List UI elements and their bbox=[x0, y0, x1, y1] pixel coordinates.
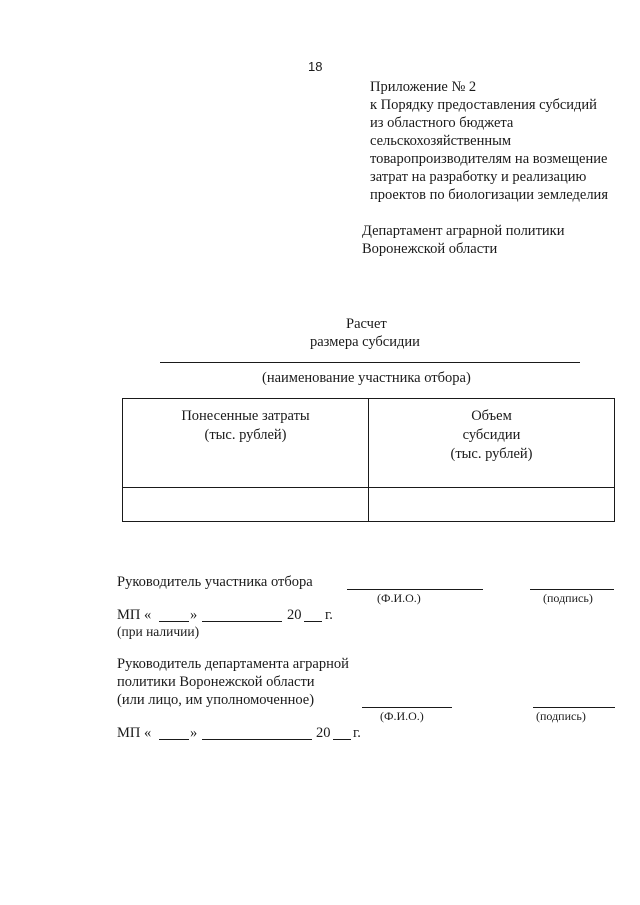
department-head-line: (или лицо, им уполномоченное) bbox=[117, 692, 315, 708]
participant-head-label: Руководитель участника отбора bbox=[117, 574, 313, 590]
year-prefix: 20 bbox=[287, 607, 302, 623]
table-row bbox=[123, 488, 615, 522]
department-head-line: Руководитель департамента аграрной bbox=[117, 656, 349, 672]
appendix-line: сельскохозяйственным bbox=[370, 133, 512, 149]
mp-quote-close: » bbox=[190, 607, 198, 623]
header-line: (тыс. рублей) bbox=[204, 427, 287, 443]
appendix-line: к Порядку предоставления субсидий bbox=[370, 97, 597, 113]
calculation-table bbox=[122, 398, 615, 522]
mp-prefix: МП « bbox=[117, 725, 152, 741]
day-line[interactable] bbox=[159, 621, 189, 622]
fio-line[interactable] bbox=[347, 589, 483, 590]
year-prefix: 20 bbox=[316, 725, 331, 741]
appendix-line: проектов по биологизации земледелия bbox=[370, 187, 608, 203]
appendix-line: Приложение № 2 bbox=[370, 79, 477, 95]
year-suffix: г. bbox=[353, 725, 361, 741]
appendix-line: из областного бюджета bbox=[370, 115, 514, 131]
mp-quote-close: » bbox=[190, 725, 198, 741]
department-line: Воронежской области bbox=[362, 241, 498, 257]
department-head-line: политики Воронежской области bbox=[117, 674, 315, 690]
signature-caption: (подпись) bbox=[536, 709, 586, 723]
signature-line[interactable] bbox=[530, 589, 614, 590]
year-line[interactable] bbox=[333, 739, 351, 740]
subsidy-amount-cell[interactable] bbox=[369, 488, 615, 522]
month-line[interactable] bbox=[202, 621, 282, 622]
fio-caption: (Ф.И.О.) bbox=[377, 591, 421, 605]
doc-title: Расчет bbox=[346, 316, 387, 332]
participant-caption: (наименование участника отбора) bbox=[262, 370, 471, 386]
signature-line[interactable] bbox=[533, 707, 615, 708]
year-line[interactable] bbox=[304, 621, 322, 622]
day-line[interactable] bbox=[159, 739, 189, 740]
mp-prefix: МП « bbox=[117, 607, 152, 623]
header-line: субсидии bbox=[462, 427, 521, 443]
appendix-line: товаропроизводителям на возмещение bbox=[370, 151, 608, 167]
fio-line[interactable] bbox=[362, 707, 452, 708]
header-subsidy-amount bbox=[369, 399, 615, 488]
fio-caption: (Ф.И.О.) bbox=[380, 709, 424, 723]
signature-caption: (подпись) bbox=[543, 591, 593, 605]
participant-name-line bbox=[160, 362, 580, 363]
table-header-row bbox=[123, 399, 615, 488]
year-suffix: г. bbox=[325, 607, 333, 623]
header-incurred-costs bbox=[123, 399, 369, 488]
incurred-costs-cell[interactable] bbox=[123, 488, 369, 522]
availability-note: (при наличии) bbox=[117, 624, 200, 639]
page-number: 18 bbox=[308, 59, 323, 74]
header-line: Понесенные затраты bbox=[181, 408, 310, 424]
header-line: Объем bbox=[471, 408, 512, 424]
month-line[interactable] bbox=[202, 739, 312, 740]
department-line: Департамент аграрной политики bbox=[362, 223, 565, 239]
appendix-line: затрат на разработку и реализацию bbox=[370, 169, 587, 185]
header-line: (тыс. рублей) bbox=[450, 446, 533, 462]
doc-subtitle: размера субсидии bbox=[310, 334, 420, 350]
